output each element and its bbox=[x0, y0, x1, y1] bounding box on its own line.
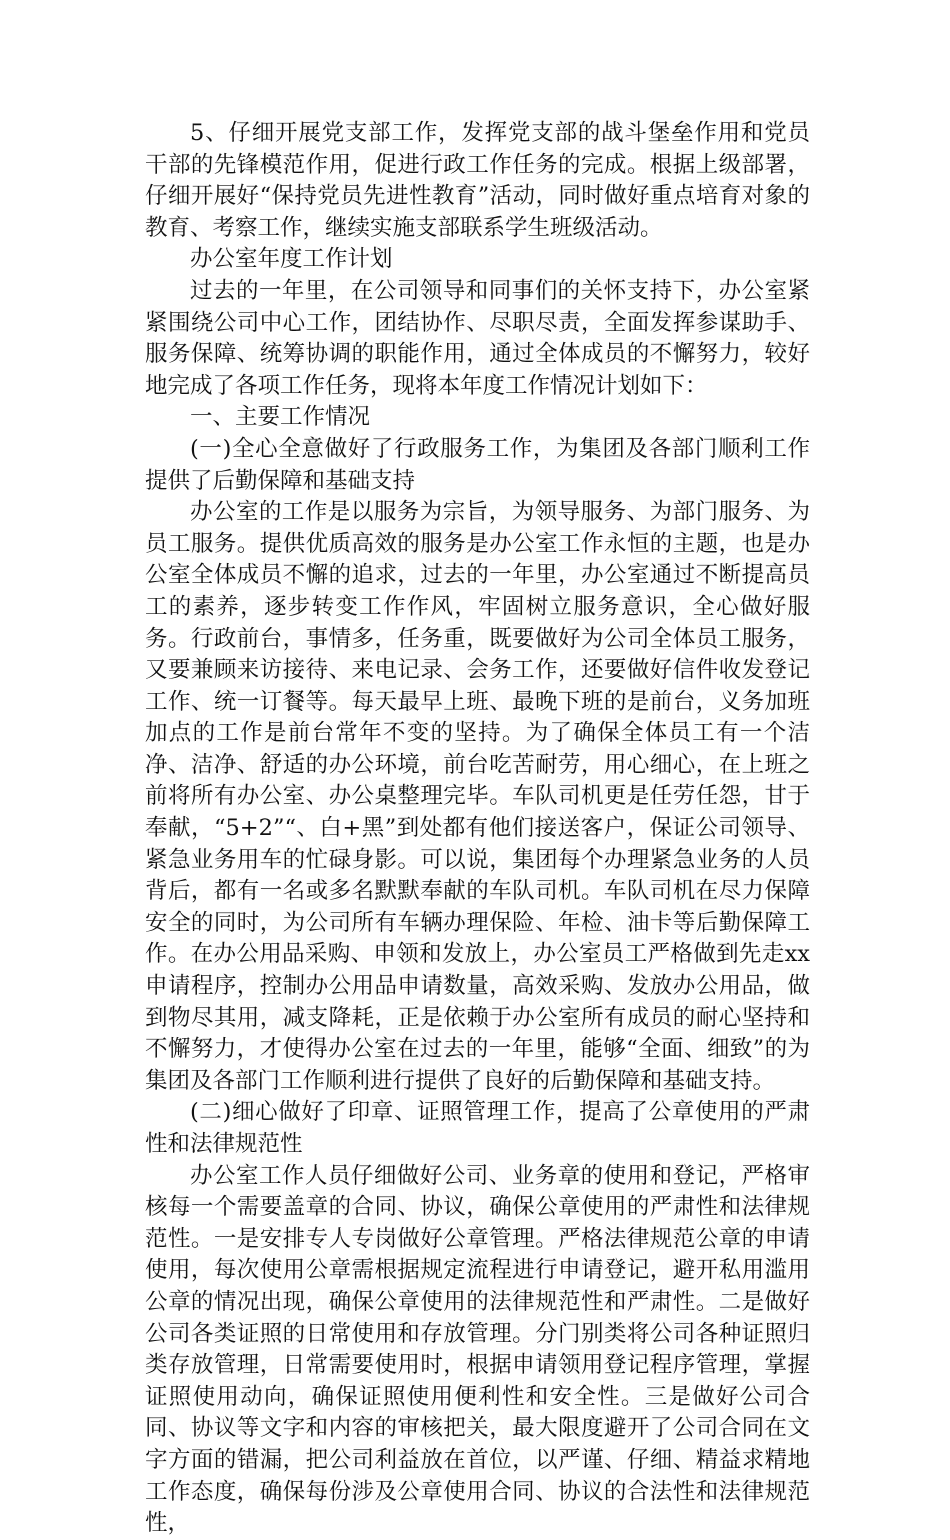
paragraph-title-annual-plan: 办公室年度工作计划 bbox=[190, 246, 393, 273]
document-body bbox=[145, 118, 810, 1540]
paragraph-introduction: 过去的一年里，在公司领导和同事们的关怀支持下，办公室紧紧围绕公司中心工作，团结协作、尽职尽责，全面发挥参谋助手、服务保障、统筹协调的职能作用，通过全体成员的不懈努力，较好地完成了各项工作任务，现将本年度工作情况计划如下： bbox=[145, 277, 810, 399]
heading-main-work: 一、主要工作情况 bbox=[190, 404, 371, 431]
paragraph-section-2-body: 办公室工作人员仔细做好公司、业务章的使用和登记，严格审核每一个需要盖章的合同、协议，确保公章使用的严肃性和法律规范性。一是安排专人专岗做好公章管理。严格法律规范公章的申请使用，每次使用公章需根据规定流程进行申请登记，避开私用滥用公章的情况出现，确保公章使用的法律规范性和严肃性。二是做好公司各类证照的日常使用和存放管理。分门别类将公司各种证照归类存放管理，日常需要使用时，根据申请领用登记程序管理，掌握证照使用动向，确保证照使用便利性和安全性。三是做好公司合同、协议等文字和内容的审核把关，最大限度避开了公司合同在文字方面的错漏，把公司利益放在首位，以严谨、仔细、精益求精地工作态度，确保每份涉及公章使用合同、协议的合法性和法律规范性， bbox=[145, 1162, 810, 1537]
paragraph-party-branch-work: 5、仔细开展党支部工作，发挥党支部的战斗堡垒作用和党员干部的先锋模范作用，促进行政工作任务的完成。根据上级部署，仔细开展好“保持党员先进性教育”活动，同时做好重点培育对象的教育、考察工作，继续实施支部联系学生班级活动。 bbox=[145, 120, 810, 241]
paragraph-section-1-body: 办公室的工作是以服务为宗旨，为领导服务、为部门服务、为员工服务。提供优质高效的服务是办公室工作永恒的主题，也是办公室全体成员不懈的追求，过去的一年里，办公室通过不断提高员工的素养，逐步转变工作作风，牢固树立服务意识，全心做好服务。行政前台，事情多，任务重，既要做好为公司全体员工服务，又要兼顾来访接待、来电记录、会务工作，还要做好信件收发登记工作、统一订餐等。每天最早上班、最晚下班的是前台，义务加班加点的工作是前台常年不变的坚持。为了确保全体员工有一个洁净、洁净、舒适的办公环境，前台吃苦耐劳，用心细心，在上班之前将所有办公室、办公桌整理完毕。车队司机更是任劳任怨，甘于奉献，“5+2”“、白+黑”到处都有他们接送客户，保证公司领导、紧急业务用车的忙碌身影。可以说，集团每个办理紧急业务的人员背后，都有一名或多名默默奉献的车队司机。车队司机在尽力保障安全的同时，为公司所有车辆办理保险、年检、油卡等后勤保障工作。在办公用品采购、申领和发放上，办公室员工严格做到先走xx申请程序，控制办公用品申请数量，高效采购、发放办公用品，做到物尽其用，减支降耗，正是依赖于办公室所有成员的耐心坚持和不懈努力，才使得办公室在过去的一年里，能够“全面、细致”的为集团及各部门工作顺利进行提供了良好的后勤保障和基础支持。 bbox=[145, 499, 810, 1094]
heading-section-1: (一)全心全意做好了行政服务工作，为集团及各部门顺利工作提供了后勤保障和基础支持 bbox=[145, 435, 810, 494]
heading-section-2: (二)细心做好了印章、证照管理工作，提高了公章使用的严肃性和法律规范性 bbox=[145, 1099, 810, 1157]
